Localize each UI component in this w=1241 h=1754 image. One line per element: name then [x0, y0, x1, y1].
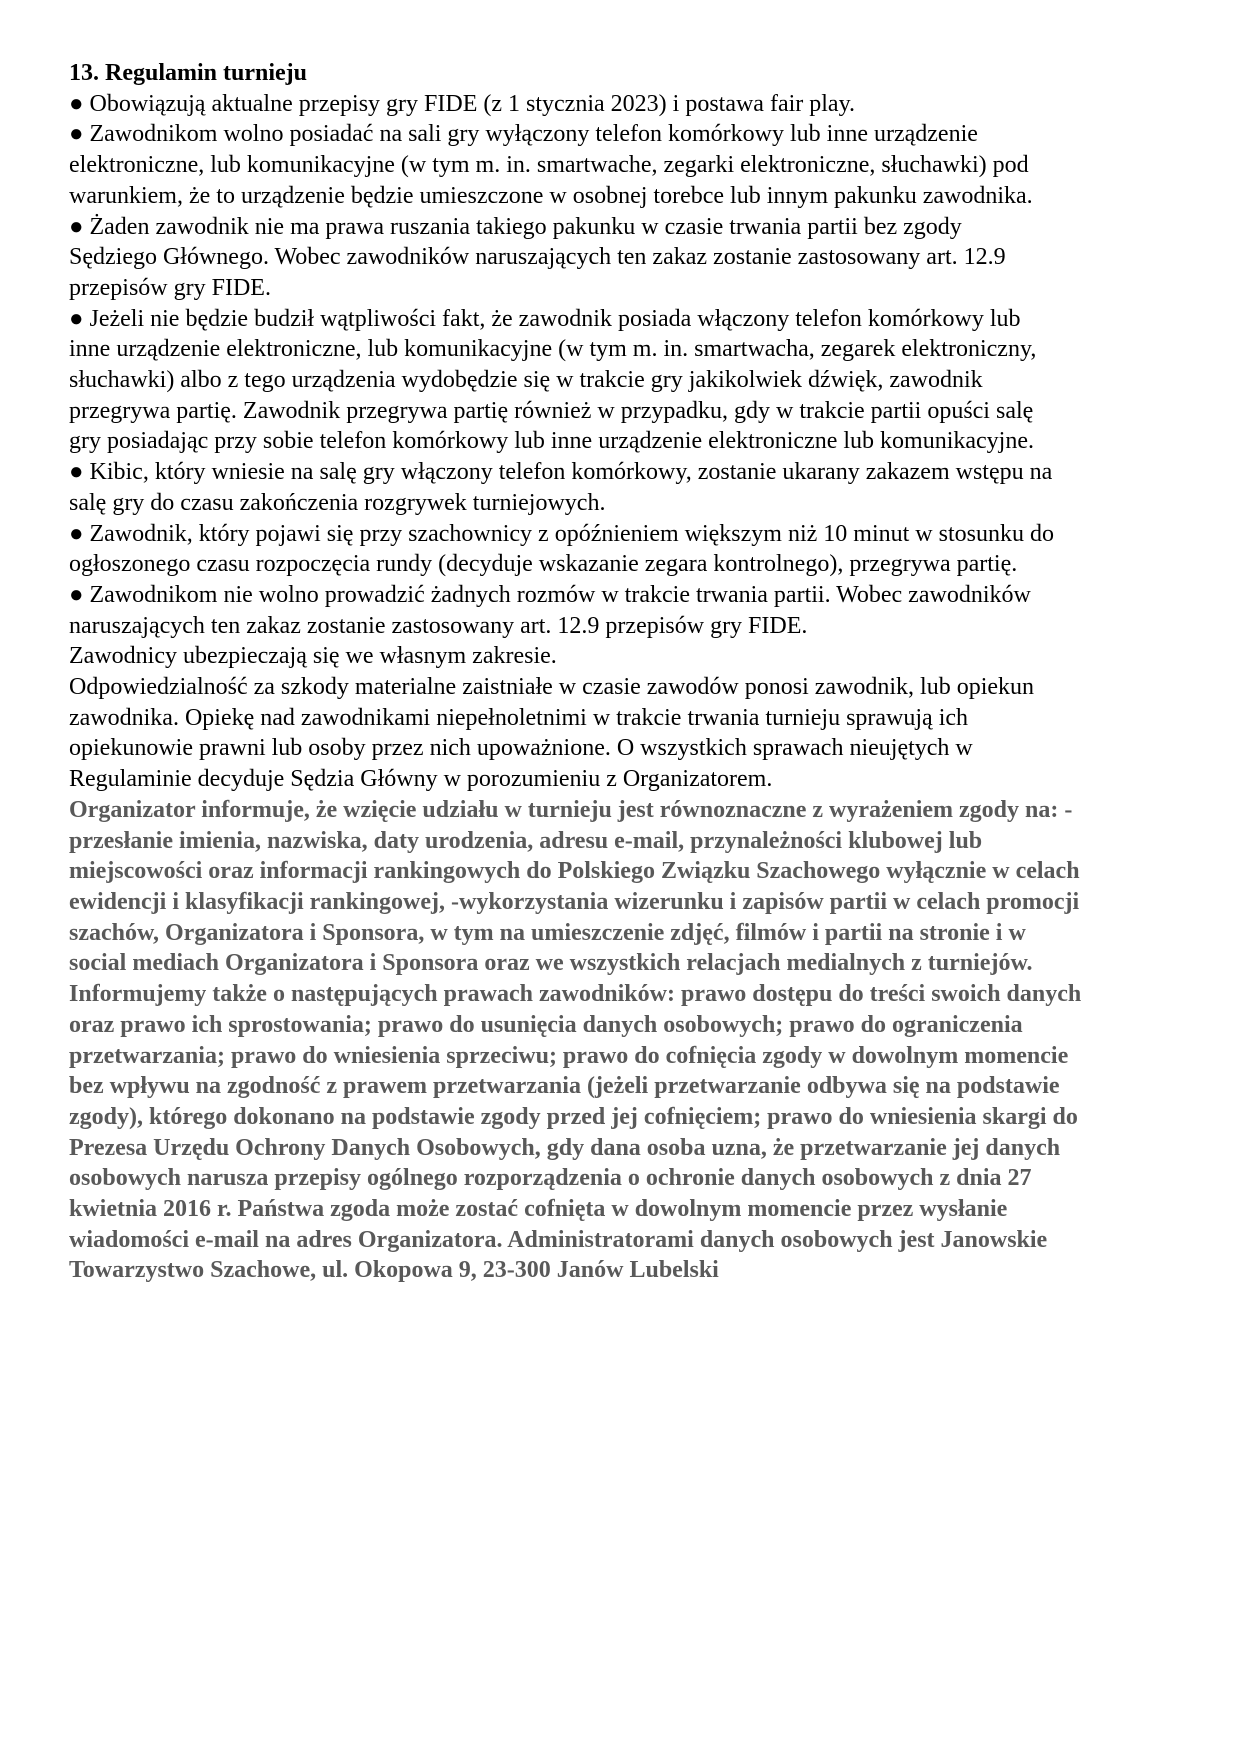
rule-phone-loss: ● Jeżeli nie będzie budził wątpliwości fakt, że zawodnik posiada włączony telefon komórkowy lub inne urządzenie elektroniczne, lub komunikacyjne (w tym m. in. smartwacha, zegarek elektroniczny, słuchawki) albo z tego urządzenia wydobędzie się w trakcie gry jakikolwiek dźwięk, zawodnik przegrywa partię. Zawodnik przegrywa partię również w przypadku, gdy w trakcie partii opuści salę gry posiadając przy sobie telefon komórkowy lub inne urządzenie elektroniczne lub komunikacyjne.	[69, 305, 1037, 455]
rule-package-touching: ● Żaden zawodnik nie ma prawa ruszania takiego pakunku w czasie trwania partii bez zgody Sędziego Głównego. Wobec zawodników naruszających ten zakaz zostanie zastosowany art. 12.9 przepisów gry FIDE.	[69, 213, 1006, 301]
rule-late-arrival: ● Zawodnik, który pojawi się przy szachownicy z opóźnieniem większym niż 10 minut w stosunku do ogłoszonego czasu rozpoczęcia rundy (decyduje wskazanie zegara kontrolnego), przegrywa partię.	[69, 520, 1054, 578]
rule-spectator-phone: ● Kibic, który wniesie na salę gry włączony telefon komórkowy, zostanie ukarany zakazem wstępu na salę gry do czasu zakończenia rozgrywek turniejowych.	[69, 459, 1053, 516]
rule-fide-regulations: ● Obowiązują aktualne przepisy gry FIDE (z 1 stycznia 2023) i postawa fair play.	[69, 90, 856, 117]
insurance-paragraph: Zawodnicy ubezpieczają się we własnym zakresie.	[69, 643, 557, 670]
privacy-notice: Organizator informuje, że wzięcie udziału w turnieju jest równoznaczne z wyrażeniem zgody na: - przesłanie imienia, nazwiska, daty urodzenia, adresu e-mail, przynależności klubowej lub miejscowości oraz informacji rankingowych do Polskiego Związku Szachowego wyłącznie w celach ewidencji i klasyfikacji rankingowej, -wykorzystania wizerunku i zapisów partii w celach promocji szachów, Organizatora i Sponsora, w tym na umieszczenie zdjęć, filmów i partii na stronie i w social mediach Organizatora i Sponsora oraz we wszystkich relacjach medialnych z turniejów. Informujemy także o następujących prawach zawodników: prawo dostępu do treści swoich danych oraz prawo ich sprostowania; prawo do usunięcia danych osobowych; prawo do ograniczenia przetwarzania; prawo do wniesienia sprzeciwu; prawo do cofnięcia zgody w dowolnym momencie bez wpływu na zgodność z prawem przetwarzania (jeżeli przetwarzanie odbywa się na podstawie zgody), którego dokonano na podstawie zgody przed jej cofnięciem; prawo do wniesienia skargi do Prezesa Urzędu Ochrony Danych Osobowych, gdy dana osoba uzna, że przetwarzanie jej danych osobowych narusza przepisy ogólnego rozporządzenia o ochronie danych osobowych z dnia 27 kwietnia 2016 r. Państwa zgoda może zostać cofnięta w dowolnym momencie przez wysłanie wiadomości e-mail na adres Organizatora. Administratorami danych osobowych jest Janowskie Towarzystwo Szachowe, ul. Okopowa 9, 23-300 Janów Lubelski	[69, 796, 1082, 1284]
liability-paragraph: Odpowiedzialność za szkody materialne zaistniałe w czasie zawodów ponosi zawodnik, lub opiekun zawodnika. Opiekę nad zawodnikami niepełnoletnimi w trakcie trwania turnieju sprawują ich opiekunowie prawni lub osoby przez nich upoważnione. O wszystkich sprawach nieujętych w Regulaminie decyduje Sędzia Główny w porozumieniu z Organizatorem.	[69, 674, 1035, 793]
rule-electronic-devices-allowed: ● Zawodnikom wolno posiadać na sali gry wyłączony telefon komórkowy lub inne urządzenie elektroniczne, lub komunikacyjne (w tym m. in. smartwache, zegarki elektroniczne, słuchawki) pod warunkiem, że to urządzenie będzie umieszczone w osobnej torebce lub innym pakunku zawodnika.	[69, 121, 1033, 209]
rule-no-conversations: ● Zawodnikom nie wolno prowadzić żadnych rozmów w trakcie trwania partii. Wobec zawodników naruszających ten zakaz zostanie zastosowany art. 12.9 przepisów gry FIDE.	[69, 581, 1031, 639]
document-page	[69, 58, 1219, 1286]
section-heading: 13. Regulamin turnieju	[69, 60, 308, 86]
